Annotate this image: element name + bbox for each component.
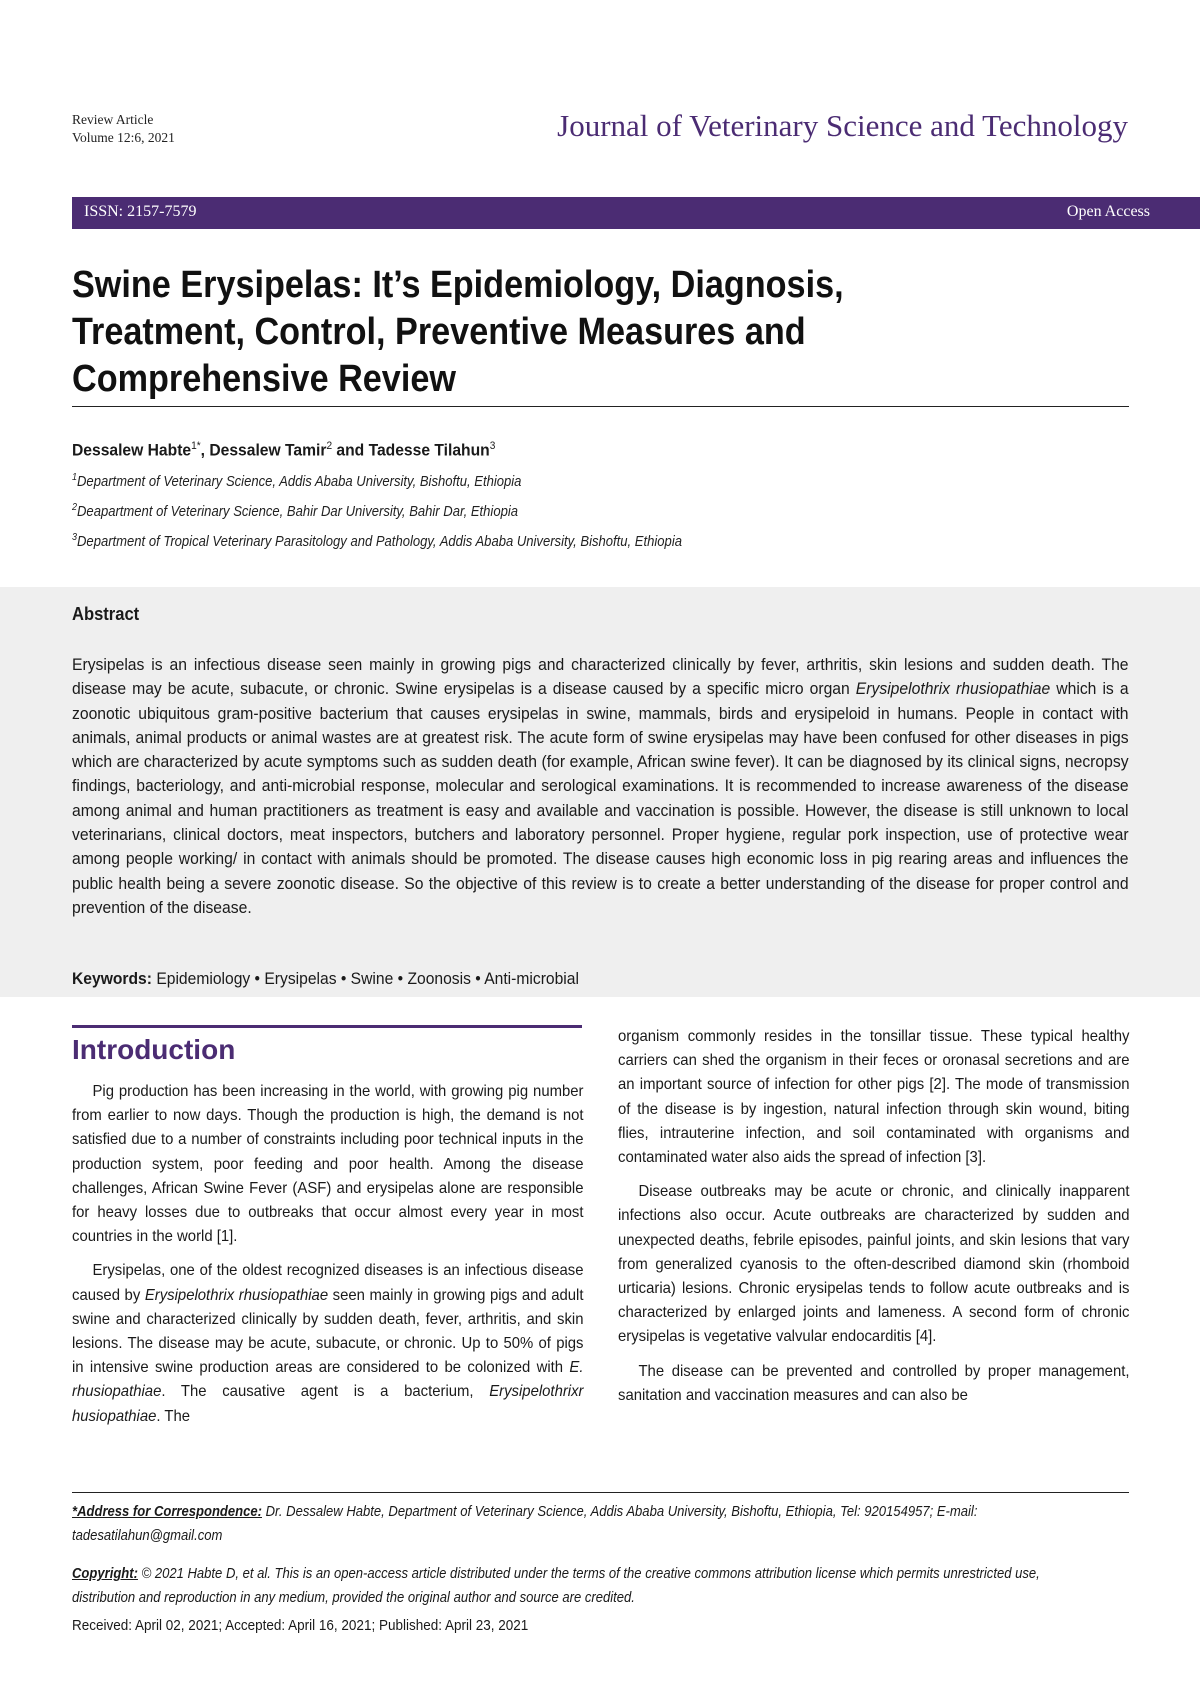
publication-dates: Received: April 02, 2021; Accepted: April 16, 2021; Published: April 23, 2021 (72, 1617, 529, 1634)
author-name: Dessalew Tamir (209, 440, 327, 460)
author-sep: and (332, 440, 369, 460)
keywords-label: Keywords: (72, 969, 152, 988)
abstract-heading: Abstract (72, 604, 140, 624)
species-name: Erysipelothrix rhusiopathiae (144, 1286, 329, 1304)
copyright (72, 1562, 1098, 1610)
paragraph: Disease outbreaks may be acute or chronic, and clinically inapparent infections also occur. Acute outbreaks are characterized by sudden and unexpected deaths, febrile episodes, painful joints, and skin lesions that vary from generalized cyanosis to the often-described diamond skin (rhomboid urticaria) lesions. Chronic erysipelas tends to follow acute outbreaks and is characterized by enlarged joints and lameness. A second form of chronic erysipelas is vegetative valvular endocarditis [4]. (618, 1183, 1130, 1346)
paragraph: The disease can be prevented and controlled by proper management, sanitation and vaccination measures and can also be (618, 1362, 1130, 1404)
title-line: Swine Erysipelas: It’s Epidemiology, Diagnosis, (72, 264, 844, 306)
footer-divider (72, 1492, 1129, 1493)
left-column (72, 1080, 584, 1439)
affiliation-text: Department of Veterinary Science, Addis Ababa University, Bishoftu, Ethiopia (77, 473, 522, 490)
text-part: seen mainly in growing pigs and adult swine and characterized clinically by sudden death, fever, arthritis, and skin lesions. The disease may be acute, subacute, or chronic. Up to 50% of pigs in intensive swine production areas are considered to be colonized with (72, 1286, 584, 1377)
affiliation (72, 502, 518, 520)
paragraph: organism commonly resides in the tonsillar tissue. These typical healthy carriers can shed the organism in their feces or oronasal secretions and are an important source of infection for other pigs [2]. The mode of transmission of the disease is by ingestion, natural infection through skin wound, biting flies, intrauterine infection, and soil contaminated with organisms and contaminated water also aids the spread of infection [3]. (618, 1028, 1130, 1167)
affiliation-sup: 3 (72, 532, 78, 543)
article-title (72, 262, 882, 403)
paragraph: Pig production has been increasing in the world, with growing pig number from earlier to now days. Though the production is high, the demand is not satisfied due to a number of constraints including poor technical inputs in the production system, poor feeding and poor health. Among the disease challenges, African Swine Fever (ASF) and erysipelas alone are responsible for heavy losses due to outbreaks that occur almost every year in most countries in the world [1]. (72, 1083, 584, 1246)
keywords (72, 969, 579, 989)
copyright-text: © 2021 Habte D, et al. This is an open-access article distributed under the terms of the creative commons attribution license which permits unrestricted use, distribution and reproduction in any medium, provided the original author and source are credited. (72, 1566, 1040, 1606)
author-sep: , (200, 440, 210, 460)
affiliation (72, 472, 521, 490)
species-name: Erysipelothrixr husiopathiae (72, 1383, 584, 1425)
correspondence-text: Dr. Dessalew Habte, Department of Veterinary Science, Addis Ababa University, Bishoftu, Ethiopia, Tel: 920154957; E-mail: tadesatilahun@gmail.com (72, 1504, 978, 1544)
intro-divider (72, 1025, 582, 1028)
paragraph (72, 1259, 584, 1428)
correspondence (72, 1500, 1098, 1548)
author-name: Dessalew Habte (72, 440, 192, 460)
abstract-part: Erysipelas is an infectious disease seen mainly in growing pigs and characterized clinically by fever, arthritis, skin lesions and sudden death. The disease may be acute, subacute, or chronic. Swine erysipelas is a disease caused by a specific micro organ (72, 655, 1129, 699)
affiliation-text: Deapartment of Veterinary Science, Bahir Dar University, Bahir Dar, Ethiopia (77, 503, 519, 520)
species-name: E. rhusiopathiae (72, 1359, 584, 1401)
species-name: Erysipelothrix rhusiopathiae (855, 679, 1051, 699)
copyright-label: Copyright: (72, 1566, 138, 1582)
title-line: Treatment, Control, Preventive Measures and (72, 311, 806, 353)
affiliation-sup: 1 (72, 472, 78, 483)
correspondence-label: *Address for Correspondence: (72, 1504, 262, 1520)
abstract-text (72, 653, 1129, 920)
author-sup: 2 (326, 440, 333, 452)
title-divider (72, 406, 1129, 407)
affiliation (72, 532, 682, 550)
author-sup: 1* (191, 440, 201, 452)
text-part: . The (156, 1407, 191, 1425)
title-line: Comprehensive Review (72, 358, 456, 400)
journal-title: Journal of Veterinary Science and Technology (557, 108, 1128, 143)
affiliation-text: Department of Tropical Veterinary Parasitology and Pathology, Addis Ababa University, Bishoftu, Ethiopia (77, 533, 682, 550)
text-part: . The causative agent is a bacterium, (161, 1383, 490, 1401)
text-part: Erysipelas, one of the oldest recognized diseases is an infectious disease caused by (72, 1262, 584, 1304)
section-heading: Introduction (72, 1034, 236, 1065)
article-type: Review Article (72, 112, 154, 127)
author-name: Tadesse Tilahun (368, 440, 490, 460)
abstract-part: which is a zoonotic ubiquitous gram-positive bacterium that causes erysipelas in swine, mammals, birds and erysipeloid in humans. People in contact with animals, animal products or animal wastes are at greatest risk. The acute form of swine erysipelas may have been confused for other diseases in pigs which are characterized by acute symptoms such as sudden death (for example, African swine fever). It can be diagnosed by its clinical signs, necropsy findings, bacteriology, and anti-microbial response, molecular and serological examinations. It is recommended to increase awareness of the disease among animal and human practitioners as treatment is easy and available and vaccination is possible. However, the disease is still unknown to local veterinarians, clinical doctors, meat inspectors, butchers and laboratory personnel. Proper hygiene, regular pork inspection, use of protective wear among people working/ in contact with animals should be promoted. The disease causes high economic loss in pig rearing areas and influences the public health being a severe zoonotic disease. So the objective of this review is to create a better understanding of the disease for proper control and prevention of the disease. (72, 679, 1129, 917)
open-access-label: Open Access (1066, 203, 1150, 220)
keywords-list: Epidemiology • Erysipelas • Swine • Zoonosis • Anti-microbial (151, 969, 579, 988)
affiliation-sup: 2 (72, 502, 78, 513)
issn-bar (72, 197, 1200, 229)
volume-info: Volume 12:6, 2021 (72, 130, 175, 145)
issn: ISSN: 2157-7579 (84, 203, 197, 220)
author-list (72, 440, 495, 461)
right-column (618, 1025, 1130, 1418)
author-sup: 3 (489, 440, 496, 452)
